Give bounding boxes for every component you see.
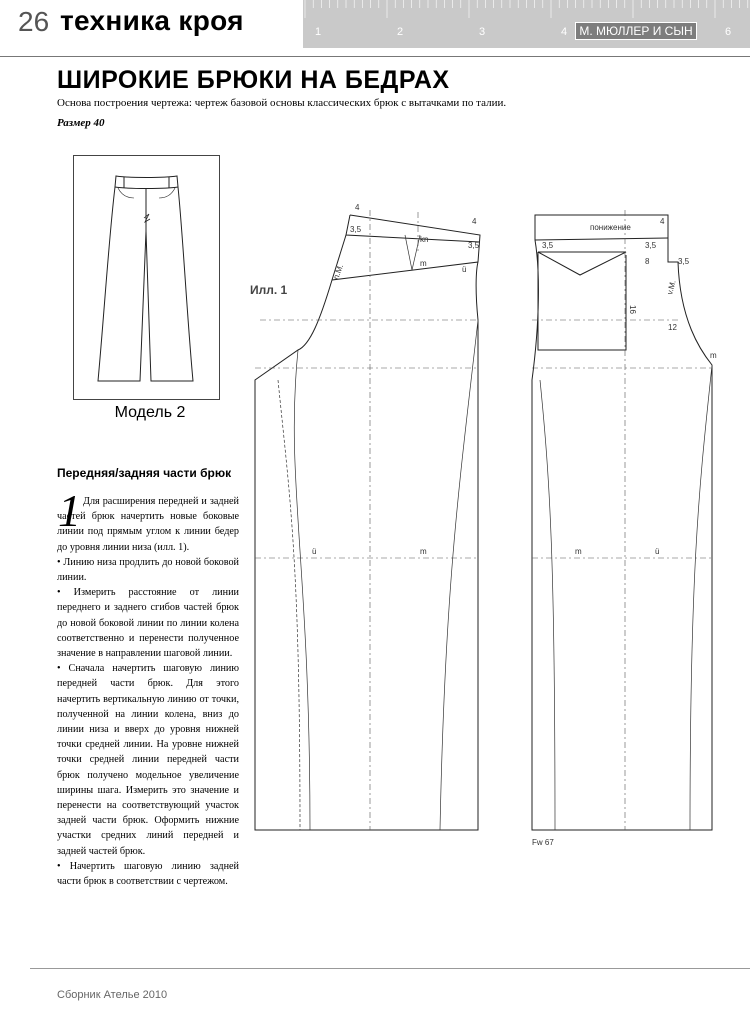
footer-text: Сборник Ателье 2010 bbox=[57, 989, 168, 1001]
back-label-eight: 8 bbox=[645, 257, 650, 266]
back-curves bbox=[540, 365, 712, 830]
model-sketch-frame bbox=[73, 155, 220, 400]
back-label-twelve: 12 bbox=[668, 323, 677, 332]
front-label-top-left: 4 bbox=[355, 203, 360, 212]
section-title: техника кроя bbox=[60, 5, 244, 36]
back-label-top-right: 4 bbox=[660, 217, 665, 226]
footer-divider bbox=[30, 968, 750, 969]
header-ruler bbox=[303, 0, 750, 48]
paragraph-3: • Измерить расстояние от линии переднего и заднего сгибов частей брюк до новой боковой линии по линии колена соответственно и перенести полученное значение в направлении шаговой линии. bbox=[57, 587, 239, 660]
front-label-band-right: 3,5 bbox=[468, 241, 480, 250]
back-label-sixteen: 16 bbox=[628, 305, 637, 314]
back-pattern-piece bbox=[532, 215, 712, 830]
ruler-number-2: 2 bbox=[397, 26, 404, 38]
back-label-bottom-u: ü bbox=[655, 547, 660, 556]
front-label-dart: kn bbox=[420, 235, 429, 244]
ruler-number-4: 4 bbox=[561, 26, 568, 38]
front-label-band-left: 3,5 bbox=[350, 225, 362, 234]
model-label: Модель 2 bbox=[114, 404, 186, 421]
section-heading: Передняя/задняя части брюк bbox=[57, 466, 232, 480]
front-label-top-right: 4 bbox=[472, 217, 477, 226]
brand-label: М. МЮЛЛЕР И СЫН bbox=[575, 22, 697, 40]
back-label-lowering: понижение bbox=[590, 223, 631, 232]
front-curves bbox=[278, 235, 478, 830]
front-label-bottom-u: ü bbox=[312, 547, 317, 556]
back-construction-lines bbox=[532, 210, 712, 830]
back-label-right-35: 3,5 bbox=[678, 257, 690, 266]
trousers-sketch bbox=[74, 156, 219, 399]
back-label-band-left: 3,5 bbox=[542, 241, 554, 250]
size-label: Размер 40 bbox=[57, 117, 105, 129]
ruler-number-1: 1 bbox=[315, 26, 322, 38]
front-label-side: n.M. bbox=[331, 262, 346, 281]
pattern-drawing bbox=[240, 180, 730, 860]
paragraph-5: • Начертить шаговую линию задней части брюк в соответствии с чертежом. bbox=[57, 860, 239, 888]
pattern-code: Fw 67 bbox=[532, 838, 554, 847]
paragraph-1: Для расширения передней и задней частей брюк начертить новые боковые линии под прямым углом к линии бедер до уровня линии низа (илл. 1). bbox=[57, 496, 239, 553]
dropcap-number: 1 bbox=[58, 485, 81, 536]
front-pattern-piece bbox=[255, 215, 480, 830]
back-label-band-right: 3,5 bbox=[645, 241, 657, 250]
article-subtitle: Основа построения чертежа: чертеж базовой основы классических брюк с вытачками по талии. bbox=[57, 97, 507, 109]
front-label-m: m bbox=[420, 259, 427, 268]
paragraph-2: • Линию низа продлить до новой боковой линии. bbox=[57, 556, 239, 584]
front-construction-lines bbox=[255, 210, 478, 830]
back-label-bottom-m: m bbox=[575, 547, 582, 556]
page-header bbox=[0, 0, 750, 58]
back-label-m: m bbox=[710, 351, 717, 360]
page-number: 26 bbox=[18, 6, 50, 37]
illustration-label: Илл. 1 bbox=[250, 283, 288, 297]
header-divider bbox=[0, 56, 750, 57]
ruler-number-6: 6 bbox=[725, 26, 732, 38]
section-body bbox=[57, 494, 239, 889]
back-label-side: v.M. bbox=[665, 279, 678, 296]
ruler-number-3: 3 bbox=[479, 26, 486, 38]
article-title: ШИРОКИЕ БРЮКИ НА БЕДРАХ bbox=[57, 66, 450, 94]
front-label-u: ü bbox=[462, 265, 467, 274]
paragraph-4: • Сначала начертить шаговую линию передней части брюк. Для этого начертить вертикальную линию от точки, полученной на линии колена, вниз до линии низа и вверх до уровня нижней точки средней линии. На уровне нижней точки средней линии передней части брюк получено модельное увеличение ширины шага. Измерить это значение и перенести на соответствующий участок задней части брюк. Оформить нижние участки средних линий передней и задней частей брюк. bbox=[57, 663, 239, 857]
front-label-bottom-m: m bbox=[420, 547, 427, 556]
